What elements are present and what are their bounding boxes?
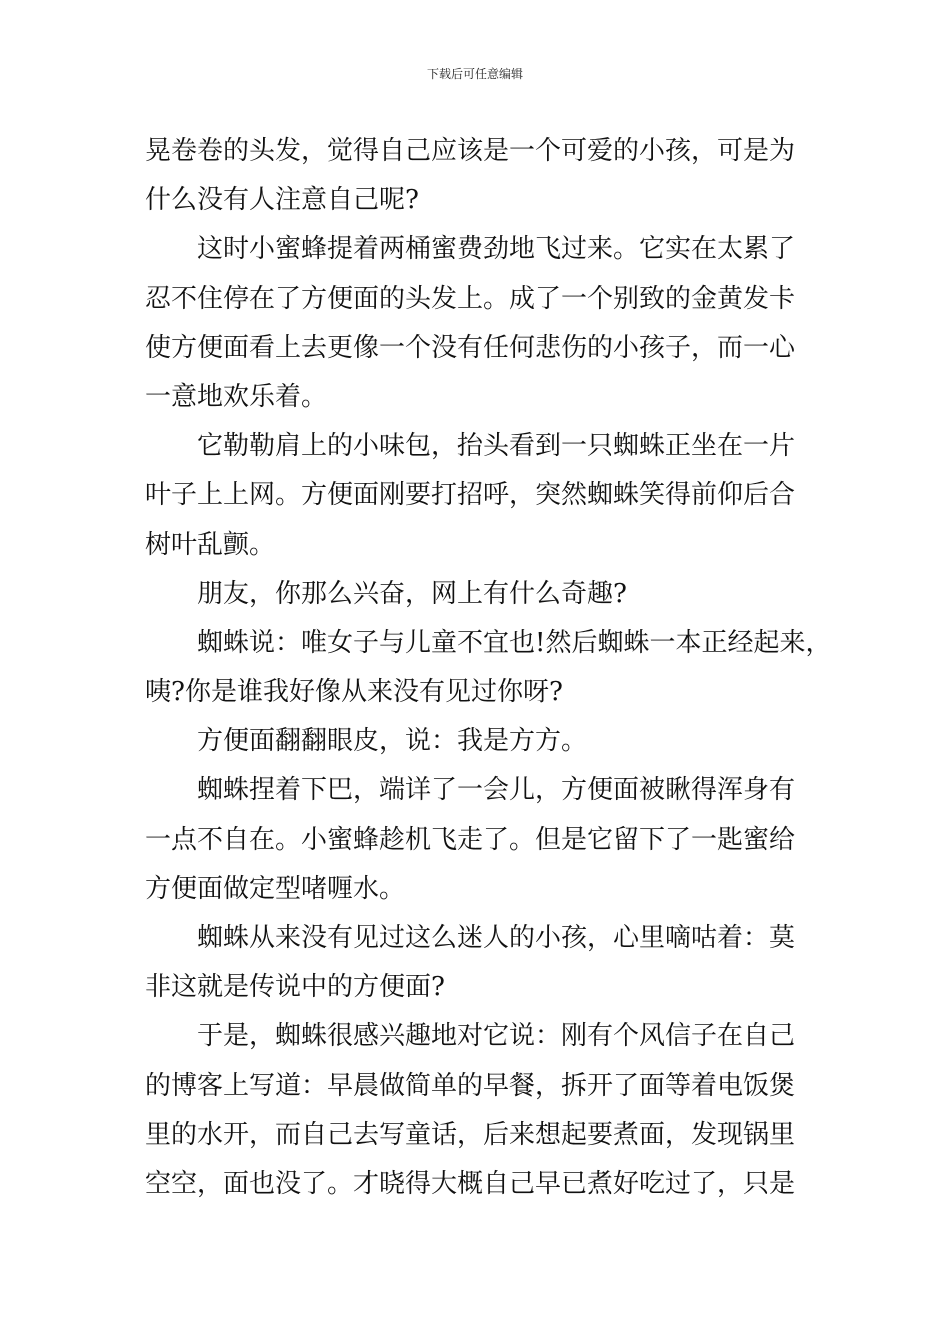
text-line: 这时小蜜蜂提着两桶蜜费劲地飞过来。它实在太累了 <box>197 234 796 265</box>
text-line: 晃卷卷的头发，觉得自己应该是一个可爱的小孩，可是为 <box>145 136 796 166</box>
text-line: 蜘蛛从来没有见过这么迷人的小孩，心里嘀咕着：莫 <box>197 923 796 953</box>
text-line: 蜘蛛说：唯女子与儿童不宜也!然后蜘蛛一本正经起来， <box>197 627 832 658</box>
text-line: 使方便面看上去更像一个没有任何悲伤的小孩子，而一心 <box>145 332 796 363</box>
text-line: 里的水开，而自己去写童话，后来想起要煮面，发现锅里 <box>145 1119 796 1150</box>
text-line: 一点不自在。小蜜蜂趁机飞走了。但是它留下了一匙蜜给 <box>145 824 796 855</box>
text-line: 方便面翻翻眼皮，说：我是方方。 <box>197 726 588 757</box>
text-line: 叶子上上网。方便面刚要打招呼，突然蜘蛛笑得前仰后合 <box>145 480 796 511</box>
text-line: 的博客上写道：早晨做简单的早餐，拆开了面等着电饭煲 <box>145 1070 796 1101</box>
text-line: 非这就是传说中的方便面? <box>145 972 445 1003</box>
text-line: 一意地欢乐着。 <box>145 381 328 412</box>
text-line: 它勒勒肩上的小味包，抬头看到一只蜘蛛正坐在一片 <box>197 431 796 462</box>
document-body <box>145 127 832 1209</box>
text-line: 空空，面也没了。才晓得大概自己早已煮好吃过了，只是 <box>145 1168 796 1199</box>
text-line: 树叶乱颤。 <box>145 529 276 560</box>
page-header: 下载后可任意编辑 <box>426 67 523 81</box>
text-line: 于是，蜘蛛很感兴趣地对它说：刚有个风信子在自己 <box>197 1021 796 1052</box>
text-line: 方便面做定型啫喱水。 <box>145 873 406 904</box>
text-line: 咦?你是谁我好像从来没有见过你呀? <box>145 677 563 708</box>
text-line: 忍不住停在了方便面的头发上。成了一个别致的金黄发卡 <box>145 283 796 314</box>
text-line: 什么没有人注意自己呢? <box>145 185 419 216</box>
text-line: 朋友，你那么兴奋，网上有什么奇趣? <box>197 578 627 609</box>
text-line: 蜘蛛捏着下巴，端详了一会儿，方便面被瞅得浑身有 <box>197 775 796 806</box>
